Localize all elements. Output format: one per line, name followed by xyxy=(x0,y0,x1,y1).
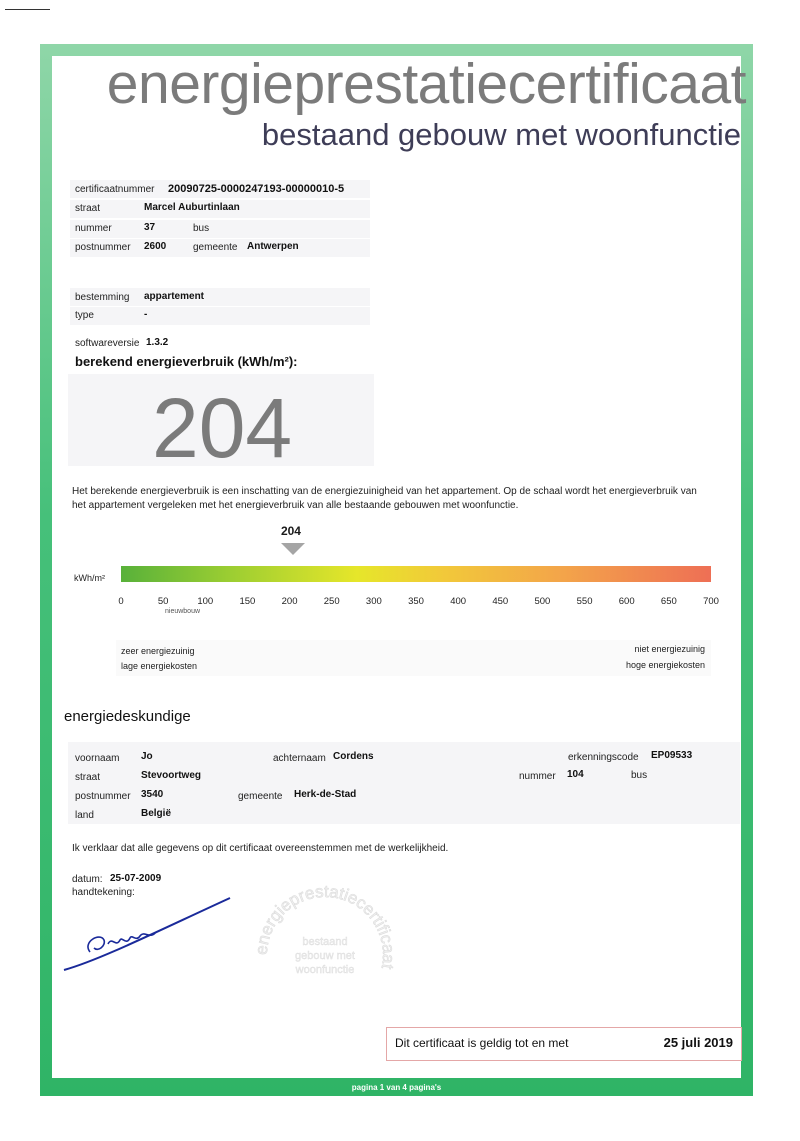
validity-box xyxy=(386,1027,742,1061)
energy-heading: berekend energieverbruik (kWh/m²): xyxy=(75,354,298,369)
street-value: Marcel Auburtinlaan xyxy=(144,202,240,213)
expert-firstname-value: Jo xyxy=(141,751,153,762)
scale-tick-label: 100 xyxy=(197,596,214,607)
svg-text:bestaand: bestaand xyxy=(302,936,348,948)
date-label: datum: xyxy=(72,874,103,885)
energy-scale-bar xyxy=(121,566,711,582)
svg-text:gebouw met: gebouw met xyxy=(295,950,355,962)
scale-left-line2: lage energiekosten xyxy=(121,661,198,671)
scale-legend-box xyxy=(116,640,711,676)
scale-tick-label: 300 xyxy=(365,596,382,607)
software-label: softwareversie xyxy=(75,338,140,349)
scale-tick-label: 650 xyxy=(660,596,677,607)
software-value: 1.3.2 xyxy=(146,337,169,348)
expert-municipality-value: Herk-de-Stad xyxy=(294,789,357,800)
signature-label: handtekening: xyxy=(72,887,135,898)
expert-postcode-label: postnummer xyxy=(75,791,131,802)
expert-street-value: Stevoortweg xyxy=(141,770,202,781)
number-label: nummer xyxy=(75,223,112,234)
scale-unit-label: kWh/m² xyxy=(74,573,105,583)
scale-tick-label: 50 xyxy=(157,596,169,607)
expert-country-value: België xyxy=(141,808,172,819)
expert-section-title: energiedeskundige xyxy=(64,708,191,725)
postcode-label: postnummer xyxy=(75,242,131,253)
scale-tick-label: 150 xyxy=(239,596,256,607)
scale-note: nieuwbouw xyxy=(165,608,201,615)
expert-postcode-value: 3540 xyxy=(141,789,164,800)
purpose-label: bestemming xyxy=(75,292,130,303)
cert-number-label: certificaatnummer xyxy=(75,184,155,195)
cert-number-value: 20090725-0000247193-00000010-5 xyxy=(168,183,345,195)
purpose-value: appartement xyxy=(144,291,205,302)
svg-text:energieprestatiecertificaat: energieprestatiecertificaat xyxy=(251,881,399,971)
scale-tick-label: 400 xyxy=(450,596,467,607)
certificate-stamp-icon xyxy=(250,880,400,1030)
scale-tick-label: 200 xyxy=(281,596,298,607)
scale-tick-label: 500 xyxy=(534,596,551,607)
scale-marker-label: 204 xyxy=(280,524,301,538)
type-value: - xyxy=(144,309,148,320)
number-value: 37 xyxy=(144,222,156,233)
type-label: type xyxy=(75,310,94,321)
expert-firstname-label: voornaam xyxy=(75,753,120,764)
scale-tick-label: 600 xyxy=(618,596,635,607)
scale-tick-label: 0 xyxy=(118,596,124,607)
expert-municipality-label: gemeente xyxy=(238,791,283,802)
scale-marker-triangle xyxy=(281,543,305,555)
energy-explanation: Het berekende energieverbruik is een inschatting van de energiezuinigheid van het appartement. Op de schaal wordt het energieverbruik van het appartement vergeleken met het energieverbruik van alle bestaande gebouwen met woonfunctie. xyxy=(72,486,697,511)
scale-left-line1: zeer energiezuinig xyxy=(121,646,195,656)
expert-recognition-label: erkenningscode xyxy=(568,752,639,763)
municipality-label: gemeente xyxy=(193,242,238,253)
scale-tick-label: 700 xyxy=(703,596,719,607)
date-value: 25-07-2009 xyxy=(110,873,162,884)
scale-tick-label: 450 xyxy=(492,596,509,607)
expert-number-value: 104 xyxy=(567,769,584,780)
page-indicator: pagina 1 van 4 pagina's xyxy=(351,1083,442,1092)
postcode-value: 2600 xyxy=(144,241,167,252)
scale-right-line1: niet energiezuinig xyxy=(634,644,705,654)
municipality-value: Antwerpen xyxy=(247,241,299,252)
svg-text:woonfunctie: woonfunctie xyxy=(295,964,355,976)
scale-right-line2: hoge energiekosten xyxy=(625,660,705,670)
certificate-subtitle: bestaand gebouw met woonfunctie xyxy=(261,117,741,152)
energy-value: 204 xyxy=(152,381,293,475)
validity-date: 25 juli 2019 xyxy=(663,1035,733,1050)
expert-recognition-value: EP09533 xyxy=(651,750,693,761)
scale-tick-label: 250 xyxy=(323,596,340,607)
shade-row xyxy=(70,307,370,325)
declaration-text: Ik verklaar dat alle gegevens op dit certificaat overeenstemmen met de werkelijkheid. xyxy=(72,843,449,854)
bus-label: bus xyxy=(193,223,210,234)
shade-row xyxy=(70,220,370,238)
validity-text: Dit certificaat is geldig tot en met xyxy=(395,1036,569,1050)
expert-country-label: land xyxy=(75,810,94,821)
expert-bus-label: bus xyxy=(631,770,648,781)
signature-icon xyxy=(60,890,240,980)
expert-lastname-value: Cordens xyxy=(333,751,374,762)
expert-number-label: nummer xyxy=(519,771,556,782)
corner-mark xyxy=(5,9,50,10)
scale-tick-label: 350 xyxy=(408,596,424,607)
street-label: straat xyxy=(75,203,101,214)
expert-lastname-label: achternaam xyxy=(273,753,326,764)
scale-tick-label: 550 xyxy=(576,596,593,607)
certificate-title: energieprestatiecertificaat xyxy=(106,52,746,116)
expert-street-label: straat xyxy=(75,772,101,783)
